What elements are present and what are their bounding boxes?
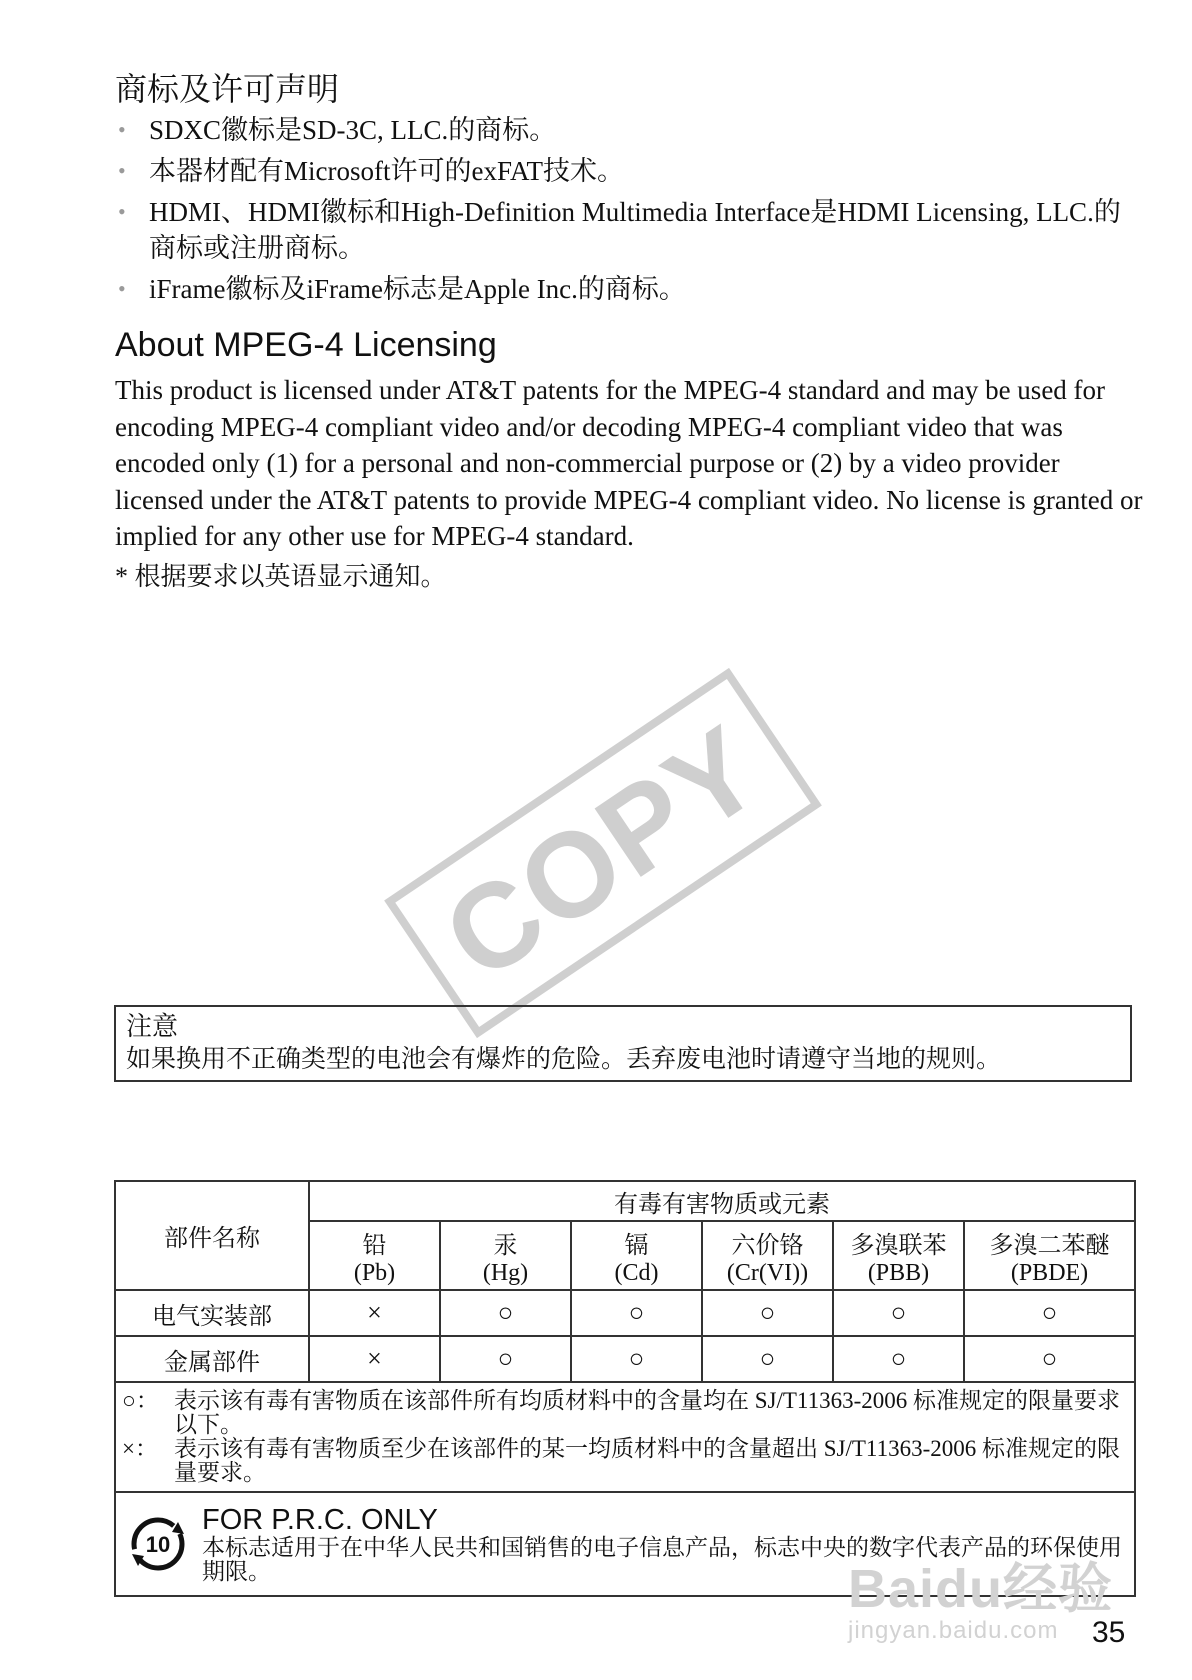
caution-box (114, 1005, 1132, 1082)
list-item: • iFrame徽标及iFrame标志是Apple Inc.的商标。 (115, 271, 1135, 307)
mark-cell: ○ (833, 1336, 964, 1382)
copy-watermark (384, 668, 822, 1038)
list-item: • SDXC徽标是SD-3C, LLC.的商标。 (115, 112, 1135, 148)
mark-cell: ○ (440, 1290, 571, 1336)
substance-header: 多溴二苯醚 (PBDE) (964, 1221, 1135, 1290)
mark-cell: ○ (702, 1290, 833, 1336)
bullet-icon: • (118, 199, 126, 224)
bullet-icon: • (118, 276, 126, 301)
legend-item: ×： 表示该有毒有害物质至少在该部件的某一均质材料中的含量超出 SJ/T11363-2006 标准规定的限量要求。 (122, 1436, 1120, 1485)
mark-cell: ○ (571, 1290, 702, 1336)
environmental-protection-period-icon (128, 1514, 188, 1574)
substance-header: 六价铬 (Cr(VI)) (702, 1221, 833, 1290)
baidu-url: jingyan.baidu.com (848, 1617, 1059, 1644)
baidu-logo: Baidu经验 (848, 1559, 1114, 1619)
hazardous-substances-table (114, 1180, 1136, 1597)
mark-cell: ○ (702, 1336, 833, 1382)
mark-cell: ○ (964, 1290, 1135, 1336)
caution-title: 注意 (126, 1012, 179, 1042)
prc-text: 本标志适用于在中华人民共和国销售的电子信息产品，标志中央的数字代表产品的环保使用期限。 (202, 1535, 1122, 1584)
caution-text: 如果换用不正确类型的电池会有爆炸的危险。丢弃废电池时请遵守当地的规则。 (126, 1046, 1002, 1073)
mark-cell: ○ (571, 1336, 702, 1382)
substance-header: 多溴联苯 (PBB) (833, 1221, 964, 1290)
list-item: • HDMI、HDMI徽标和High-Definition Multimedia Interface是HDMI Licensing, LLC.的商标或注册商标。 (115, 194, 1135, 266)
baidu-jingyan-watermark (848, 1546, 1113, 1645)
prc-logo-number: 10 (145, 1532, 171, 1557)
prc-title: FOR P.R.C. ONLY (202, 1504, 438, 1536)
mark-cell: × (309, 1290, 440, 1336)
mpeg-body: This product is licensed under AT&T patents for the MPEG-4 standard and may be used for encoding MPEG-4 compliant video and/or decoding MPEG-4 compliant video that was encoded only (1) for a personal and non-commercial purpose or (2) by a video provider licensed under the AT&T patents to provide MPEG-4 compliant video. No license is granted or implied for any other use for MPEG-4 standard. (115, 375, 1143, 551)
substance-header: 铅 (Pb) (309, 1221, 440, 1290)
bullet-icon: • (118, 158, 126, 183)
substance-header: 汞 (Hg) (440, 1221, 571, 1290)
mark-cell: ○ (833, 1290, 964, 1336)
part-name-cell: 电气实装部 (115, 1290, 309, 1336)
mark-cell: ○ (440, 1336, 571, 1382)
english-notice-note: * 根据要求以英语显示通知。 (115, 562, 447, 591)
table-row (115, 1290, 1135, 1336)
copy-watermark-text: COPY (421, 700, 785, 1006)
table-row (115, 1336, 1135, 1382)
table-legend (115, 1382, 1135, 1492)
mark-cell: × (309, 1336, 440, 1382)
substance-header: 镉 (Cd) (571, 1221, 702, 1290)
part-name-header: 部件名称 (115, 1181, 309, 1290)
trademarks-list (115, 112, 1135, 312)
part-name-cell: 金属部件 (115, 1336, 309, 1382)
legend-item: ○： 表示该有毒有害物质在该部件所有均质材料中的含量均在 SJ/T11363-2006 标准规定的限量要求以下。 (122, 1388, 1120, 1437)
substance-group-header: 有毒有害物质或元素 (309, 1181, 1135, 1221)
mpeg-heading: About MPEG-4 Licensing (115, 326, 497, 364)
page-number: 35 (1092, 1616, 1126, 1649)
mark-cell: ○ (964, 1336, 1135, 1382)
bullet-icon: • (118, 117, 126, 142)
list-item: • 本器材配有Microsoft许可的exFAT技术。 (115, 153, 1135, 189)
trademarks-heading: 商标及许可声明 (115, 71, 340, 107)
